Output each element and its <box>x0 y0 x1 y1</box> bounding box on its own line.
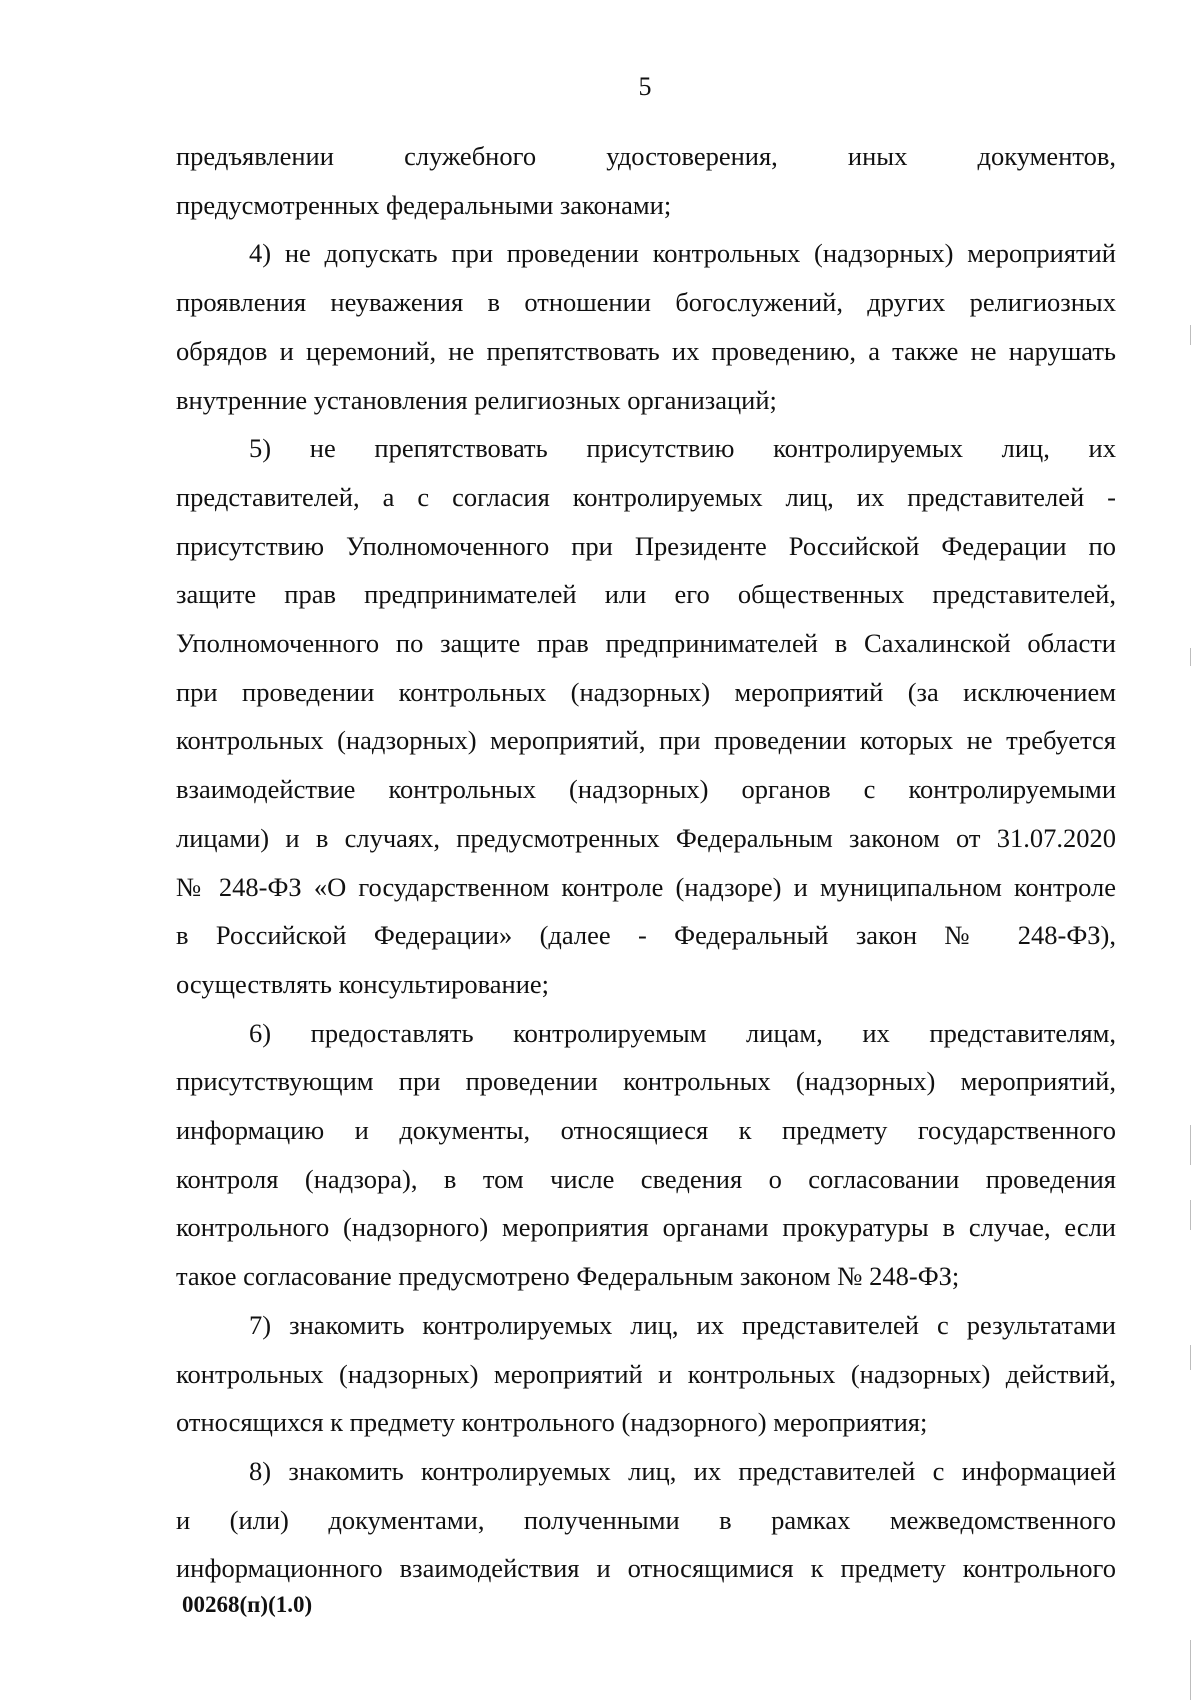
text-line: при проведении контрольных (надзорных) мероприятий (за исключением <box>176 676 1116 707</box>
text-line: информационного взаимодействия и относящимися к предмету контрольного <box>176 1553 1116 1584</box>
document-code: 00268(п)(1.0) <box>182 1592 313 1617</box>
page-number: 5 <box>638 72 652 101</box>
paragraph-item-5 <box>176 424 1116 1008</box>
paragraph-item-4 <box>176 229 1116 424</box>
scan-mark <box>1190 1200 1191 1230</box>
text-line: 7) знакомить контролируемых лиц, их представителей с результатами <box>249 1309 1116 1340</box>
paragraph-item-8 <box>176 1447 1116 1593</box>
scan-mark <box>1190 1345 1191 1370</box>
scan-mark <box>1190 1640 1191 1700</box>
text-line: контрольных (надзорных) мероприятий и контрольных (надзорных) действий, <box>176 1358 1116 1389</box>
text-line: и (или) документами, полученными в рамках межведомственного <box>176 1504 1116 1535</box>
text-line: контрольного (надзорного) мероприятия органами прокуратуры в случае, если <box>176 1212 1116 1243</box>
text-line: проявления неуважения в отношении богослужений, других религиозных <box>176 287 1116 318</box>
text-line: лицами) и в случаях, предусмотренных Федеральным законом от 31.07.2020 <box>176 822 1116 853</box>
text-line: 6) предоставлять контролируемым лицам, их представителям, <box>249 1017 1116 1048</box>
text-line: защите прав предпринимателей или его общественных представителей, <box>176 579 1116 610</box>
text-line: присутствующим при проведении контрольных (надзорных) мероприятий, <box>176 1066 1116 1097</box>
text-line: 4) не допускать при проведении контрольных (надзорных) мероприятий <box>249 238 1116 269</box>
text-line: предусмотренных федеральными законами; <box>176 189 672 220</box>
text-line: обрядов и церемоний, не препятствовать их проведению, а также не нарушать <box>176 335 1116 366</box>
scan-mark <box>1190 1125 1191 1165</box>
text-line: в Российской Федерации» (далее - Федеральный закон № 248-ФЗ), <box>176 920 1116 951</box>
text-line: представителей, а с согласия контролируемых лиц, их представителей - <box>176 481 1116 512</box>
paragraph-item-7 <box>176 1301 1116 1447</box>
paragraph-continuation <box>176 132 1116 229</box>
text-line: № 248-ФЗ «О государственном контроле (надзоре) и муниципальном контроле <box>176 871 1116 902</box>
text-line: внутренние установления религиозных организаций; <box>176 384 777 415</box>
document-body <box>176 132 1116 1593</box>
text-line: 5) не препятствовать присутствию контролируемых лиц, их <box>249 433 1116 464</box>
paragraph-item-6 <box>176 1009 1116 1301</box>
text-line: контрольных (надзорных) мероприятий, при проведении которых не требуется <box>176 725 1116 756</box>
scan-mark <box>1190 648 1191 666</box>
text-line: 8) знакомить контролируемых лиц, их представителей с информацией <box>249 1455 1116 1486</box>
text-line: взаимодействие контрольных (надзорных) органов с контролируемыми <box>176 774 1116 805</box>
text-line: информацию и документы, относящиеся к предмету государственного <box>176 1115 1116 1146</box>
scan-mark <box>1190 325 1191 345</box>
text-line: присутствию Уполномоченного при Президенте Российской Федерации по <box>176 530 1116 561</box>
text-line: Уполномоченного по защите прав предпринимателей в Сахалинской области <box>176 628 1116 659</box>
text-line: предъявлении служебного удостоверения, иных документов, <box>176 141 1116 171</box>
text-line: такое согласование предусмотрено Федеральным законом № 248-ФЗ; <box>176 1261 960 1292</box>
text-line: контроля (надзора), в том числе сведения о согласовании проведения <box>176 1163 1116 1194</box>
text-line: относящихся к предмету контрольного (надзорного) мероприятия; <box>176 1407 928 1438</box>
text-line: осуществлять консультирование; <box>176 968 550 999</box>
